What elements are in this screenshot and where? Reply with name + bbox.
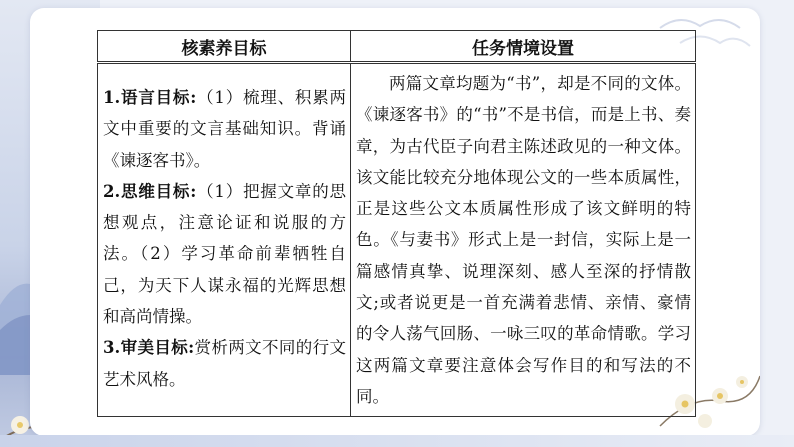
task-cell [351,63,696,417]
table-content-row [98,63,696,417]
goal-language: 1.语言目标:（1）梳理、积累两文中重要的文言基础知识。背诵《谏逐客书》。 [103,88,346,170]
table-header-row [98,31,696,63]
header-task-setting: 任务情境设置 [351,31,696,63]
bottom-bar [0,435,794,447]
goal-thinking: 2.思维目标:（1）把握文章的思想观点，注意论证和说服的方法。（2）学习革命前辈牺牲自己，为天下人谋永福的光辉思想和高尚情操。 [103,181,346,327]
objectives-table [97,30,696,417]
task-text: 两篇文章均题为“书”，却是不同的文体。《谏逐客书》的“书”不是书信，而是上书、奏章，为古代臣子向君主陈述政见的一种文体。该文能比较充分地体现公文的一些本质属性，正是这些公文本质属性形成了该文鲜明的特色。《与妻书》形式上是一封信，实际上是一篇感情真挚、说理深刻、感人至深的抒情散文;或者说更是一首充满着悲情、亲情、豪情的令人荡气回肠、一咏三叹的革命情歌。学习这两篇文章要注意体会写作目的和写法的不同。 [356,74,691,406]
header-objectives: 核素养目标 [98,31,351,63]
objectives-cell [98,63,351,417]
goal-aesthetic: 3.审美目标:赏析两文不同的行文艺术风格。 [103,338,346,389]
